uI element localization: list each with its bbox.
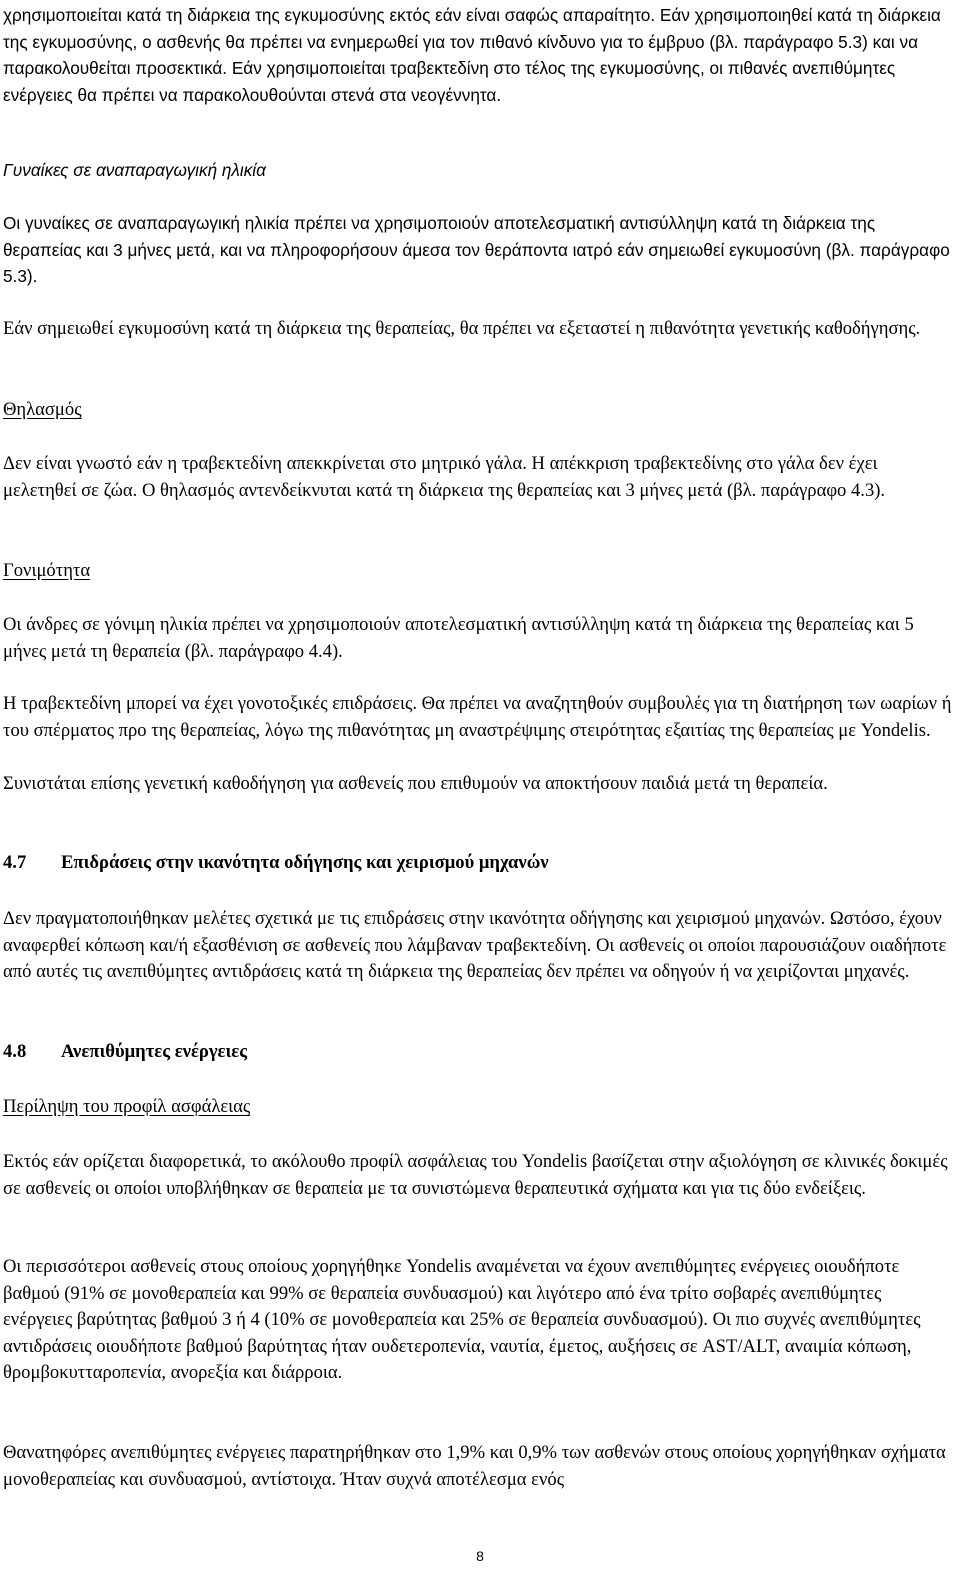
women-paragraph-2: Εάν σημειωθεί εγκυμοσύνη κατά τη διάρκεια της θεραπείας, θα πρέπει να εξεταστεί η πιθανότητα γενετικής καθοδήγησης. [3,318,921,339]
section-4-7-heading [3,852,953,874]
lactation-paragraph: Δεν είναι γνωστό εάν η τραβεκτεδίνη απεκκρίνεται στο μητρικό γάλα. Η απέκκριση τραβεκτεδίνης στο γάλα δεν έχει μελετηθεί σε ζώα. Ο θηλασμός αντενδείκνυται κατά τη διάρκεια της θεραπείας και 3 μήνες μετά (βλ. παράγραφο 4.3). [3,453,886,501]
fertility-paragraph-1: Οι άνδρες σε γόνιμη ηλικία πρέπει να χρησιμοποιούν αποτελεσματική αντισύλληψη κατά τη διάρκεια της θεραπείας και 5 μήνες μετά τη θεραπεία (βλ. παράγραφο 4.4). [3,614,914,662]
fertility-paragraph-3: Συνιστάται επίσης γενετική καθοδήγηση για ασθενείς που επιθυμούν να αποκτήσουν παιδιά μετά τη θεραπεία. [3,773,828,794]
section-4-8-heading [3,1041,953,1063]
pregnancy-paragraph: χρησιμοποιείται κατά τη διάρκεια της εγκυμοσύνης εκτός εάν είναι σαφώς απαραίτητο. Εάν χρησιμοποιηθεί κατά τη διάρκεια της εγκυμοσύνης, ο ασθενής θα πρέπει να ενημερωθεί για τον πιθανό κίνδυνο για το έμβρυο (βλ. παράγραφο 5.3) και να παρακολουθείται προσεκτικά. Εάν χρησιμοποιείται τραβεκτεδίνη στο τέλος της εγκυμοσύνης, οι πιθανές ανεπιθύμητες ενέργειες θα πρέπει να παρακολουθούνται στενά στα νεογέννητα. [3,5,941,105]
page-number: 8 [476,1548,484,1564]
section-number: 4.8 [3,1041,27,1062]
section-title: Επιδράσεις στην ικανότητα οδήγησης και χειρισμού μηχανών [61,852,549,873]
safety-paragraph-3: Θανατηφόρες ανεπιθύμητες ενέργειες παρατηρήθηκαν στο 1,9% και 0,9% των ασθενών στους οποίους χορηγήθηκαν σχήματα μονοθεραπείας και συνδυασμού, αντίστοιχα. Ήταν συχνά αποτέλεσμα ενός [3,1442,946,1490]
safety-profile-heading: Περίληψη του προφίλ ασφάλειας [3,1096,251,1117]
lactation-heading: Θηλασμός [3,399,82,420]
section-number: 4.7 [3,852,27,873]
women-heading: Γυναίκες σε αναπαραγωγική ηλικία [3,160,266,180]
safety-paragraph-1: Εκτός εάν ορίζεται διαφορετικά, το ακόλουθο προφίλ ασφάλειας του Yondelis βασίζεται στην αξιολόγηση σε κλινικές δοκιμές σε ασθενείς οι οποίοι υποβλήθηκαν σε θεραπεία με τα συνιστώμενα θεραπευτικά σχήματα και για τις δύο ενδείξεις. [3,1151,948,1199]
section-title: Ανεπιθύμητες ενέργειες [61,1041,248,1062]
women-paragraph-1: Οι γυναίκες σε αναπαραγωγική ηλικία πρέπει να χρησιμοποιούν αποτελεσματική αντισύλληψη κατά τη διάρκεια της θεραπείας και 3 μήνες μετά, και να πληροφορήσουν άμεσα τον θεράποντα ιατρό εάν σημειωθεί εγκυμοσύνη (βλ. παράγραφο 5.3). [3,213,950,286]
fertility-paragraph-2: Η τραβεκτεδίνη μπορεί να έχει γονοτοξικές επιδράσεις. Θα πρέπει να αναζητηθούν συμβουλές για τη διατήρηση των ωαρίων ή του σπέρματος προ της θεραπείας, λόγω της πιθανότητας μη αναστρέψιμης στειρότητας εξαιτίας της θεραπείας με Yondelis. [3,693,952,741]
fertility-heading: Γονιμότητα [3,560,91,581]
driving-paragraph: Δεν πραγματοποιήθηκαν μελέτες σχετικά με τις επιδράσεις στην ικανότητα οδήγησης και χειρισμού μηχανών. Ωστόσο, έχουν αναφερθεί κόπωση και/ή εξασθένιση σε ασθενείς που λάμβαναν τραβεκτεδίνη. Οι ασθενείς οι οποίοι παρουσιάζουν οιαδήποτε από αυτές τις ανεπιθύμητες αντιδράσεις κατά τη διάρκεια της θεραπείας δεν πρέπει να οδηγούν ή να χειρίζονται μηχανές. [3,908,947,982]
safety-paragraph-2: Οι περισσότεροι ασθενείς στους οποίους χορηγήθηκε Yondelis αναμένεται να έχουν ανεπιθύμητες ενέργειες οιουδήποτε βαθμού (91% σε μονοθεραπεία και 99% σε θεραπεία συνδυασμού) και λιγότερο από ένα τρίτο σοβαρές ανεπιθύμητες ενέργειες βαρύτητας βαθμού 3 ή 4 (10% σε μονοθεραπεία και 25% σε θεραπεία συνδυασμού). Οι πιο συχνές ανεπιθύμητες αντιδράσεις οιουδήποτε βαθμού βαρύτητας ήταν ουδετεροπενία, ναυτία, έμετος, αυξήσεις σε AST/ALT, αναιμία κόπωση, θρομβοκυτταροπενία, ανορεξία και διάρροια. [3,1256,921,1383]
